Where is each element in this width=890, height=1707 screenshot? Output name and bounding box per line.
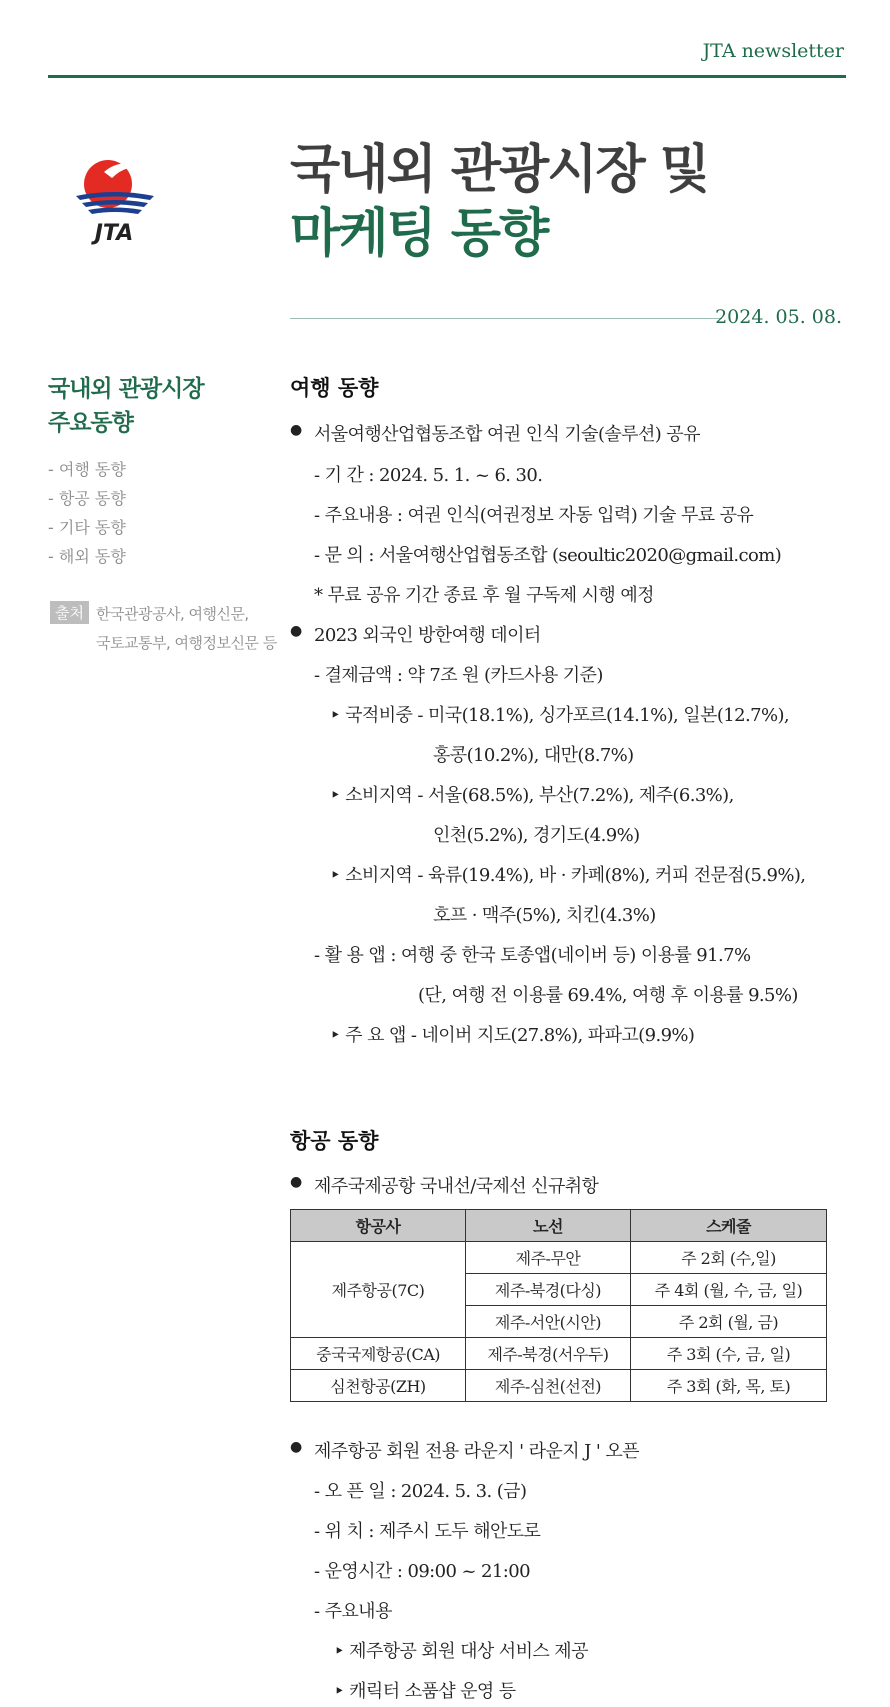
logo-text: JTA (94, 221, 134, 246)
table-row (291, 1338, 827, 1370)
bullet-item: ● 제주항공 회원 전용 라운지 ' 라운지 J ' 오픈 (314, 1437, 639, 1463)
sidebar-item: - 기타 동향 (48, 518, 126, 537)
route-cell: 제주-심천(선전) (466, 1370, 631, 1402)
sidebar-item: - 해외 동향 (48, 547, 126, 566)
sidebar-title (48, 372, 204, 440)
detail-line: (단, 여행 전 이용률 69.4%, 여행 후 이용률 9.5%) (418, 985, 798, 1006)
airline-cell: 중국국제항공(CA) (291, 1338, 466, 1370)
source-line-2: 국토교통부, 여행정보신문 등 (96, 634, 277, 652)
note-line: * 무료 공유 기간 종료 후 월 구독제 시행 예정 (314, 585, 654, 606)
airline-cell: 심천항공(ZH) (291, 1370, 466, 1402)
detail-line: - 위 치 : 제주시 도두 해안도로 (314, 1521, 541, 1542)
detail-line: - 주요내용 (314, 1601, 392, 1622)
section-heading-travel: 여행 동향 (290, 376, 379, 400)
newsletter-label: JTA newsletter (702, 40, 844, 62)
table-header-row (291, 1210, 827, 1242)
sub-detail-line: 홍콩(10.2%), 대만(8.7%) (433, 745, 634, 766)
schedule-cell: 주 2회 (수,일) (631, 1242, 827, 1274)
sidebar-title-line-1: 국내외 관광시장 (48, 376, 204, 402)
sub-detail-line: ‣ 소비지역 - 서울(68.5%), 부산(7.2%), 제주(6.3%), (330, 785, 734, 806)
detail-line: - 활 용 앱 : 여행 중 한국 토종앱(네이버 등) 이용률 91.7% (314, 945, 751, 966)
schedule-cell: 주 3회 (화, 목, 토) (631, 1370, 827, 1402)
sub-detail-line: ‣ 캐릭터 소품샵 운영 등 (334, 1681, 516, 1702)
detail-line: - 기 간 : 2024. 5. 1. ~ 6. 30. (314, 465, 543, 486)
bullet-item: ● 서울여행산업협동조합 여권 인식 기술(솔루션) 공유 (314, 420, 700, 446)
issue-date: 2024. 05. 08. (715, 306, 842, 328)
sidebar-item: - 항공 동향 (48, 489, 126, 508)
airline-cell: 제주항공(7C) (291, 1242, 466, 1338)
source-text (96, 600, 277, 658)
source-line-1: 한국관광공사, 여행신문, (96, 605, 249, 623)
schedule-cell: 주 4회 (월, 수, 금, 일) (631, 1274, 827, 1306)
table-row (291, 1242, 827, 1274)
page-title (290, 138, 708, 266)
column-header: 스케줄 (631, 1210, 827, 1242)
sidebar-list (48, 455, 126, 571)
sub-detail-line: ‣ 국적비중 - 미국(18.1%), 싱가포르(14.1%), 일본(12.7%), (330, 705, 790, 726)
sub-detail-line: 인천(5.2%), 경기도(4.9%) (433, 825, 640, 846)
table-row (291, 1370, 827, 1402)
detail-line: - 오 픈 일 : 2024. 5. 3. (금) (314, 1481, 527, 1502)
bullet-item: ● 제주국제공항 국내선/국제선 신규취항 (314, 1172, 598, 1198)
column-header: 항공사 (291, 1210, 466, 1242)
detail-line: - 문 의 : 서울여행산업협동조합 (seoultic2020@gmail.com) (314, 545, 782, 566)
header-divider (48, 75, 846, 78)
schedule-cell: 주 3회 (수, 금, 일) (631, 1338, 827, 1370)
detail-line: - 운영시간 : 09:00 ~ 21:00 (314, 1561, 530, 1582)
jta-logo (64, 148, 164, 248)
sub-detail-line: ‣ 주 요 앱 - 네이버 지도(27.8%), 파파고(9.9%) (330, 1025, 695, 1046)
route-cell: 제주-북경(서우두) (466, 1338, 631, 1370)
sidebar-title-line-2: 주요동향 (48, 410, 133, 436)
sub-detail-line: 호프 · 맥주(5%), 치킨(4.3%) (433, 905, 656, 926)
detail-line: - 결제금액 : 약 7조 원 (카드사용 기준) (314, 665, 603, 686)
source-badge: 출처 (50, 601, 89, 624)
route-cell: 제주-서안(시안) (466, 1306, 631, 1338)
title-line-1: 국내외 관광시장 및 (290, 140, 709, 200)
sub-detail-line: ‣ 소비지역 - 육류(19.4%), 바 · 카페(8%), 커피 전문점(5.9%), (330, 865, 806, 886)
column-header: 노선 (466, 1210, 631, 1242)
schedule-cell: 주 2회 (월, 금) (631, 1306, 827, 1338)
section-heading-air: 항공 동향 (290, 1129, 379, 1153)
detail-line: - 주요내용 : 여권 인식(여권정보 자동 입력) 기술 무료 공유 (314, 505, 754, 526)
route-cell: 제주-북경(다싱) (466, 1274, 631, 1306)
title-line-2: 마케팅 동향 (290, 204, 548, 264)
route-cell: 제주-무안 (466, 1242, 631, 1274)
route-schedule-table (290, 1209, 827, 1402)
sub-detail-line: ‣ 제주항공 회원 대상 서비스 제공 (334, 1641, 588, 1662)
date-divider (290, 318, 722, 319)
bullet-item: ● 2023 외국인 방한여행 데이터 (314, 621, 541, 647)
sidebar-item: - 여행 동향 (48, 460, 126, 479)
